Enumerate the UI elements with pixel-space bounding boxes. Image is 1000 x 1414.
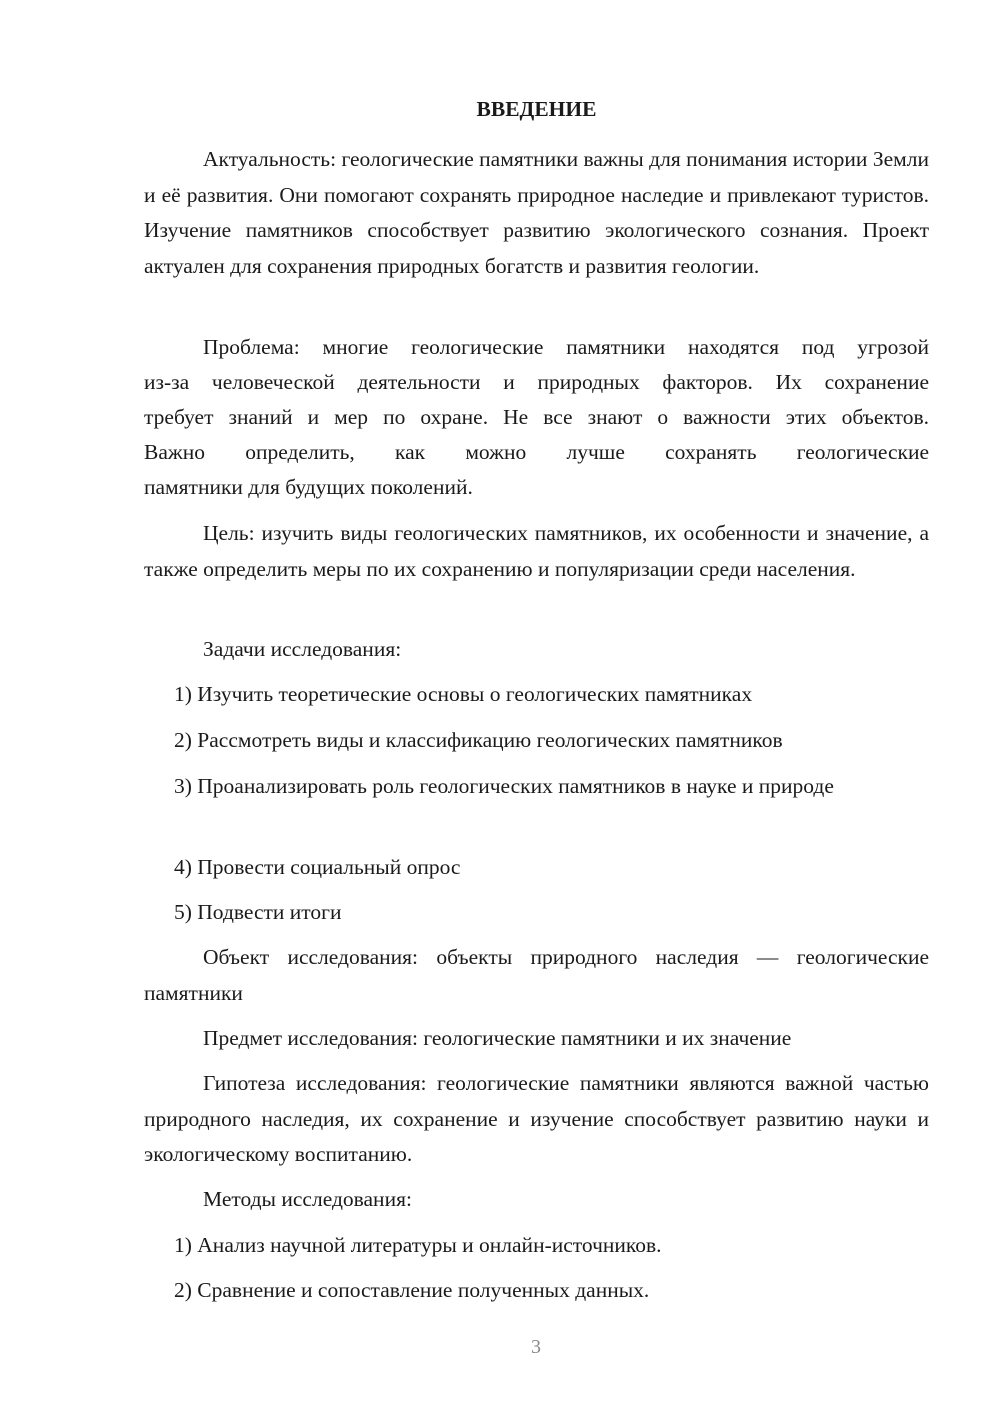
problem-line: из-за человеческой деятельности и природных факторов. Их сохранение <box>144 370 929 394</box>
list-item: 4) Провести социальный опрос <box>174 855 461 879</box>
list-item: 5) Подвести итоги <box>174 900 342 924</box>
list-item: 2) Сравнение и сопоставление полученных данных. <box>174 1278 650 1302</box>
page-title: ВВЕДЕНИЕ <box>476 97 597 121</box>
relevance-paragraph: Актуальность: геологические памятники важны для понимания истории Земли и её развития. Они помогают сохранять природное наследие и привлекают туристов. Изучение памятников способствует развитию экологического сознания. Проект актуален для сохранения природных богатств и развития геологии. <box>144 147 929 278</box>
problem-line: памятники для будущих поколений. <box>144 475 473 499</box>
problem-line: Важно определить, как можно лучше сохранять геологические <box>144 440 929 464</box>
problem-line: Проблема: многие геологические памятники находятся под угрозой <box>203 335 929 359</box>
methods-title: Методы исследования: <box>203 1187 412 1211</box>
goal-paragraph: Цель: изучить виды геологических памятников, их особенности и значение, а также определить меры по их сохранению и популяризации среди населения. <box>144 521 929 581</box>
list-item: 1) Анализ научной литературы и онлайн-источников. <box>174 1233 662 1257</box>
page-number: 3 <box>531 1336 541 1358</box>
tasks-title: Задачи исследования: <box>203 637 402 661</box>
problem-line: требует знаний и мер по охране. Не все знают о важности этих объектов. <box>144 405 929 429</box>
hypothesis-paragraph: Гипотеза исследования: геологические памятники являются важной частью природного наследия, их сохранение и изучение способствует развитию науки и экологическому воспитанию. <box>144 1071 929 1166</box>
list-item: 1) Изучить теоретические основы о геологических памятниках <box>174 682 753 706</box>
list-item: 3) Проанализировать роль геологических памятников в науке и природе <box>174 774 834 798</box>
object-paragraph: Объект исследования: объекты природного наследия — геологические памятники <box>144 945 929 1005</box>
subject-paragraph: Предмет исследования: геологические памятники и их значение <box>203 1026 792 1050</box>
list-item: 2) Рассмотреть виды и классификацию геологических памятников <box>174 728 783 752</box>
